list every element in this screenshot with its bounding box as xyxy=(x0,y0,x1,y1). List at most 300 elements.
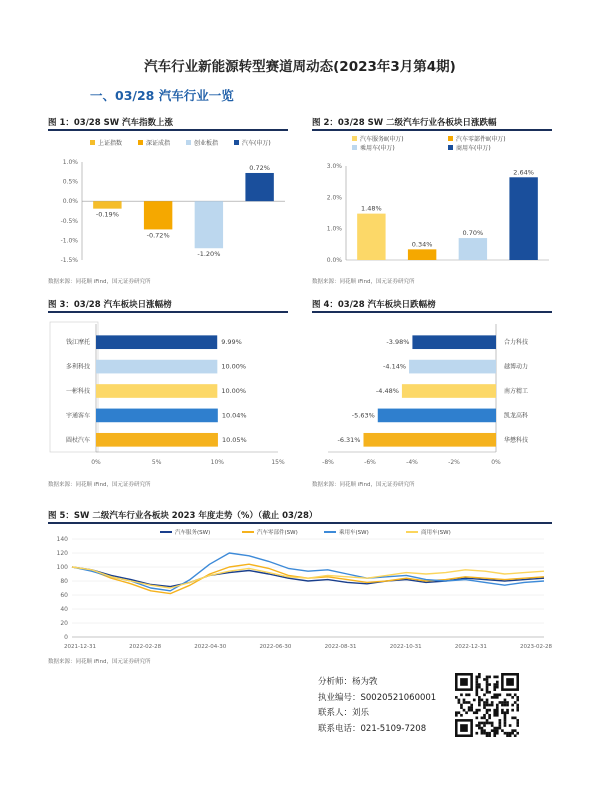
fig4-source: 数据来源：同花顺 iFind，国元证券研究所 xyxy=(312,482,415,488)
qr-module xyxy=(483,704,486,707)
qr-module xyxy=(499,701,502,704)
qr-module xyxy=(504,711,507,714)
legend-label: 汽车服务(SW) xyxy=(175,530,211,536)
qr-finder-core xyxy=(460,678,468,686)
qr-module xyxy=(493,729,496,732)
qr-module xyxy=(478,686,481,689)
fig5-rule xyxy=(48,522,552,524)
legend-swatch xyxy=(186,140,191,145)
license-number: 执业编号：S0020521060001 xyxy=(318,692,437,703)
qr-module xyxy=(496,676,499,679)
y-tick-label: 1.0% xyxy=(62,159,78,166)
qr-module xyxy=(504,732,507,735)
qr-module xyxy=(486,688,489,691)
bar xyxy=(96,433,218,447)
qr-module xyxy=(486,676,489,679)
qr-module xyxy=(496,732,499,735)
qr-module xyxy=(493,734,496,737)
qr-module xyxy=(481,732,484,735)
qr-module xyxy=(504,704,507,707)
y-tick-label: 40 xyxy=(60,606,68,613)
qr-module xyxy=(488,704,491,707)
qr-module xyxy=(483,701,486,704)
legend-label: 创业板指 xyxy=(194,140,219,147)
category-label: 宇通客车 xyxy=(65,412,90,420)
qr-module xyxy=(475,683,478,686)
x-tick-label: 2023-02-28 xyxy=(520,644,552,650)
qr-module xyxy=(486,709,489,712)
qr-module xyxy=(506,693,509,696)
category-label: 一彬科技 xyxy=(65,388,90,395)
qr-module xyxy=(509,724,512,727)
qr-module xyxy=(511,732,514,735)
fig5-chart xyxy=(48,525,553,653)
qr-module xyxy=(504,724,507,727)
qr-module xyxy=(486,704,489,707)
qr-module xyxy=(481,722,484,725)
qr-module xyxy=(468,693,471,696)
y-tick-label: -1.5% xyxy=(60,257,78,264)
qr-module xyxy=(465,693,468,696)
category-label: 越博动力 xyxy=(504,363,529,371)
section-heading: 一、03/28 汽车行业一览 xyxy=(90,88,234,103)
qr-module xyxy=(516,722,519,725)
x-tick-label: 10% xyxy=(210,459,225,466)
qr-module xyxy=(460,704,463,707)
qr-module xyxy=(475,709,478,712)
qr-finder-core xyxy=(460,724,468,732)
qr-module xyxy=(478,709,481,712)
qr-module xyxy=(486,681,489,684)
qr-module xyxy=(458,701,461,704)
bar xyxy=(402,384,496,398)
bar xyxy=(245,173,273,201)
qr-module xyxy=(516,709,519,712)
qr-module xyxy=(516,719,519,722)
qr-module xyxy=(493,711,496,714)
qr-module xyxy=(501,729,504,732)
qr-module xyxy=(496,711,499,714)
y-tick-label: 60 xyxy=(60,592,68,599)
qr-module xyxy=(514,693,517,696)
category-label: 合力科技 xyxy=(504,339,529,347)
bar-value-label: 0.70% xyxy=(462,229,484,238)
fig2-chart xyxy=(312,132,557,270)
x-tick-label: 2022-08-31 xyxy=(324,644,357,650)
qr-module xyxy=(514,734,517,737)
bar-value-label: 10.00% xyxy=(221,362,247,371)
qr-module xyxy=(486,701,489,704)
bar-value-label: -1.20% xyxy=(197,250,221,259)
qr-module xyxy=(486,719,489,722)
qr-module xyxy=(486,678,489,681)
qr-module xyxy=(493,732,496,735)
legend-label: 汽车零部件(SW) xyxy=(257,530,298,536)
qr-module xyxy=(506,704,509,707)
qr-module xyxy=(491,724,494,727)
bar xyxy=(96,409,218,423)
bar xyxy=(459,238,487,260)
qr-module xyxy=(483,714,486,717)
qr-module xyxy=(475,732,478,735)
fig1-rule xyxy=(48,129,288,131)
bar xyxy=(409,360,496,374)
qr-module xyxy=(488,734,491,737)
qr-module xyxy=(516,696,519,699)
qr-module xyxy=(470,709,473,712)
bar xyxy=(195,201,223,248)
x-tick-label: 2022-04-30 xyxy=(194,644,227,650)
series-line xyxy=(72,553,544,591)
bar-value-label: -6.31% xyxy=(337,435,361,444)
qr-module xyxy=(488,709,491,712)
qr-code-icon xyxy=(455,673,519,737)
analyst-name: 分析师：杨为敩 xyxy=(318,677,378,687)
qr-module xyxy=(493,686,496,689)
qr-module xyxy=(504,717,507,720)
qr-module xyxy=(516,699,519,702)
qr-module xyxy=(496,696,499,699)
qr-module xyxy=(516,706,519,709)
x-tick-label: 2022-12-31 xyxy=(454,644,487,650)
qr-module xyxy=(516,724,519,727)
legend-label: 乘用车(SW) xyxy=(339,530,369,536)
qr-module xyxy=(493,709,496,712)
fig2-title: 图 2：03/28 SW 二级汽车行业各板块日涨跌幅 xyxy=(312,118,497,128)
qr-module xyxy=(496,704,499,707)
qr-module xyxy=(481,729,484,732)
contact-block xyxy=(318,675,436,737)
y-tick-label: 0.0% xyxy=(62,198,78,206)
fig3-rule xyxy=(48,311,288,313)
qr-module xyxy=(483,678,486,681)
qr-module xyxy=(486,686,489,689)
category-label: 华懋科技 xyxy=(504,436,529,444)
qr-module xyxy=(475,693,478,696)
qr-module xyxy=(488,717,491,720)
qr-module xyxy=(470,704,473,707)
qr-module xyxy=(509,734,512,737)
qr-module xyxy=(493,683,496,686)
qr-module xyxy=(496,729,499,732)
bar-value-label: -4.14% xyxy=(383,362,407,371)
qr-module xyxy=(475,717,478,720)
legend-label: 汽车(申万) xyxy=(242,140,271,147)
legend-label: 乘用车(申万) xyxy=(360,145,395,152)
legend-swatch xyxy=(448,145,453,150)
qr-module xyxy=(458,699,461,702)
y-tick-label: 1.0% xyxy=(326,225,342,233)
qr-module xyxy=(511,709,514,712)
qr-module xyxy=(468,709,471,712)
bar-value-label: -3.98% xyxy=(386,338,410,347)
qr-module xyxy=(478,724,481,727)
qr-module xyxy=(478,683,481,686)
qr-module xyxy=(511,696,514,699)
y-tick-label: -1.0% xyxy=(60,237,78,245)
x-tick-label: 5% xyxy=(151,459,162,466)
qr-module xyxy=(475,686,478,689)
fig1-source: 数据来源：同花顺 iFind，国元证券研究所 xyxy=(48,279,151,285)
legend-swatch xyxy=(234,140,239,145)
qr-module xyxy=(511,704,514,707)
qr-module xyxy=(475,676,478,679)
qr-module xyxy=(486,732,489,735)
qr-module xyxy=(481,717,484,720)
qr-module xyxy=(483,732,486,735)
contact-phone: 联系电话：021-5109-7208 xyxy=(318,723,427,734)
bar xyxy=(408,249,436,260)
qr-module xyxy=(478,696,481,699)
qr-module xyxy=(478,704,481,707)
qr-module xyxy=(465,711,468,714)
qr-module xyxy=(486,734,489,737)
qr-module xyxy=(516,732,519,735)
legend-label: 商用车(SW) xyxy=(421,530,451,536)
bar-value-label: 1.48% xyxy=(361,204,382,213)
qr-module xyxy=(475,691,478,694)
bar-value-label: -0.72% xyxy=(146,231,170,240)
qr-module xyxy=(488,722,491,725)
bar-value-label: 2.64% xyxy=(513,168,534,177)
qr-module xyxy=(463,699,466,702)
qr-module xyxy=(493,688,496,691)
bar xyxy=(96,360,217,374)
qr-module xyxy=(491,704,494,707)
qr-module xyxy=(468,706,471,709)
qr-module xyxy=(483,722,486,725)
category-label: 凯龙高科 xyxy=(504,412,529,420)
qr-module xyxy=(504,699,507,702)
y-tick-label: -0.5% xyxy=(60,217,78,225)
legend-swatch xyxy=(90,140,95,145)
qr-module xyxy=(491,701,494,704)
bar-value-label: 9.99% xyxy=(221,338,242,347)
qr-module xyxy=(465,701,468,704)
qr-module xyxy=(486,711,489,714)
qr-module xyxy=(506,701,509,704)
legend-swatch xyxy=(352,136,357,141)
y-tick-label: 0.5% xyxy=(62,178,78,186)
y-tick-label: 80 xyxy=(60,578,68,585)
qr-module xyxy=(496,709,499,712)
qr-module xyxy=(504,701,507,704)
fig3-source: 数据来源：同花顺 iFind，国元证券研究所 xyxy=(48,482,151,488)
qr-module xyxy=(499,719,502,722)
qr-module xyxy=(496,686,499,689)
bar-value-label: 10.00% xyxy=(221,387,247,395)
y-tick-label: 140 xyxy=(56,536,68,543)
qr-module xyxy=(458,711,461,714)
bar-value-label: 10.05% xyxy=(221,435,247,444)
legend-swatch xyxy=(448,136,453,141)
qr-module xyxy=(481,727,484,730)
legend-swatch xyxy=(352,145,357,150)
x-tick-label: 2022-06-30 xyxy=(259,644,292,650)
x-tick-label: 2022-02-28 xyxy=(129,644,162,650)
qr-module xyxy=(488,676,491,679)
qr-module xyxy=(496,714,499,717)
qr-module xyxy=(478,727,481,730)
qr-module xyxy=(463,701,466,704)
qr-module xyxy=(481,688,484,691)
fig2-rule xyxy=(312,129,552,131)
qr-module xyxy=(501,704,504,707)
qr-module xyxy=(488,714,491,717)
qr-module xyxy=(501,701,504,704)
bar-value-label: 0.34% xyxy=(411,240,433,249)
contact-person: 联系人：刘乐 xyxy=(318,708,370,718)
qr-module xyxy=(491,722,494,725)
qr-module xyxy=(473,711,476,714)
qr-module xyxy=(455,696,458,699)
bar xyxy=(363,433,496,447)
x-tick-label: -2% xyxy=(448,459,460,466)
qr-module xyxy=(478,699,481,702)
y-tick-label: 3.0% xyxy=(326,163,342,170)
qr-module xyxy=(516,704,519,707)
y-tick-label: 120 xyxy=(56,550,68,557)
bar-value-label: -5.63% xyxy=(351,411,375,420)
qr-module xyxy=(475,678,478,681)
qr-module xyxy=(496,706,499,709)
fig4-chart xyxy=(312,318,557,473)
x-tick-label: 0% xyxy=(91,459,101,466)
qr-module xyxy=(511,717,514,720)
y-tick-label: 20 xyxy=(60,620,68,627)
qr-module xyxy=(483,724,486,727)
qr-module xyxy=(478,676,481,679)
legend-label: 汽车零部件Ⅱ(申万) xyxy=(456,136,506,143)
bar xyxy=(144,201,172,229)
legend-label: 汽车服务Ⅱ(申万) xyxy=(360,136,404,143)
qr-module xyxy=(473,699,476,702)
qr-module xyxy=(483,717,486,720)
x-tick-label: 15% xyxy=(271,459,285,466)
bar-value-label: -0.19% xyxy=(95,210,119,219)
fig1-title: 图 1：03/28 SW 汽车指数上涨 xyxy=(48,118,174,128)
y-tick-label: 2.0% xyxy=(326,194,342,202)
category-label: 多利科技 xyxy=(65,363,90,371)
qr-module xyxy=(496,681,499,684)
qr-module xyxy=(504,719,507,722)
qr-module xyxy=(493,693,496,696)
x-tick-label: -6% xyxy=(364,459,376,466)
qr-module xyxy=(491,696,494,699)
qr-module xyxy=(488,691,491,694)
x-tick-label: 2022-10-31 xyxy=(389,644,422,650)
qr-module xyxy=(486,683,489,686)
bar xyxy=(96,335,217,349)
qr-finder-core xyxy=(506,678,514,686)
fig4-title: 图 4：03/28 汽车板块日跌幅榜 xyxy=(312,300,436,310)
bar xyxy=(357,214,385,260)
qr-module xyxy=(496,727,499,730)
qr-module xyxy=(478,701,481,704)
qr-module xyxy=(460,706,463,709)
qr-module xyxy=(460,693,463,696)
qr-module xyxy=(514,729,517,732)
bar xyxy=(412,335,496,349)
qr-module xyxy=(509,693,512,696)
fig3-title: 图 3：03/28 汽车板块日涨幅榜 xyxy=(48,300,172,310)
qr-module xyxy=(478,673,481,676)
x-tick-label: -4% xyxy=(406,459,418,466)
qr-module xyxy=(486,699,489,702)
bar xyxy=(93,201,121,208)
fig3-chart xyxy=(48,318,293,473)
qr-module xyxy=(486,722,489,725)
qr-module xyxy=(506,711,509,714)
qr-module xyxy=(496,693,499,696)
page-title: 汽车行业新能源转型赛道周动态(2023年3月第4期) xyxy=(144,59,456,75)
qr-module xyxy=(493,727,496,730)
bar-value-label: 10.04% xyxy=(221,411,247,420)
bar-value-label: -4.48% xyxy=(375,387,399,395)
category-label: 钱江摩托 xyxy=(65,339,90,347)
x-tick-label: 2021-12-31 xyxy=(64,644,96,650)
qr-module xyxy=(455,714,458,717)
qr-module xyxy=(491,729,494,732)
qr-module xyxy=(486,691,489,694)
qr-module xyxy=(493,696,496,699)
qr-module xyxy=(483,729,486,732)
qr-module xyxy=(504,714,507,717)
legend-label: 深证成指 xyxy=(146,140,171,147)
qr-module xyxy=(499,722,502,725)
qr-module xyxy=(463,709,466,712)
qr-module xyxy=(488,683,491,686)
qr-module xyxy=(488,732,491,735)
x-tick-label: 0% xyxy=(491,459,501,466)
fig5-source: 数据来源：同花顺 iFind，国元证券研究所 xyxy=(48,659,151,665)
qr-module xyxy=(470,706,473,709)
bar xyxy=(378,409,496,423)
fig2-source: 数据来源：同花顺 iFind，国元证券研究所 xyxy=(312,279,415,285)
qr-module xyxy=(496,683,499,686)
qr-module xyxy=(493,676,496,679)
qr-module xyxy=(475,724,478,727)
legend-label: 商用车(申万) xyxy=(456,145,491,152)
x-tick-label: -8% xyxy=(322,459,334,466)
qr-module xyxy=(499,724,502,727)
legend-label: 上证指数 xyxy=(98,140,123,147)
qr-module xyxy=(511,729,514,732)
qr-module xyxy=(468,701,471,704)
fig4-rule xyxy=(312,311,552,313)
bar-value-label: 0.72% xyxy=(249,163,270,172)
qr-module xyxy=(501,711,504,714)
category-label: 圆杖汽车 xyxy=(65,436,90,444)
qr-module xyxy=(481,699,484,702)
fig5-title: 图 5：SW 二级汽车行业各板块 2023 年度走势（%）（截止 03/28） xyxy=(48,511,318,521)
qr-module xyxy=(509,732,512,735)
qr-module xyxy=(455,711,458,714)
qr-module xyxy=(483,706,486,709)
qr-module xyxy=(478,722,481,725)
y-tick-label: 0.0% xyxy=(326,257,342,264)
bar xyxy=(509,177,537,260)
category-label: 南方精工 xyxy=(504,388,529,395)
bar xyxy=(96,384,217,398)
y-tick-label: 0 xyxy=(64,634,68,641)
qr-module xyxy=(499,727,502,730)
qr-module xyxy=(499,693,502,696)
qr-module xyxy=(475,711,478,714)
qr-module xyxy=(460,714,463,717)
y-tick-label: 100 xyxy=(56,564,68,571)
qr-module xyxy=(506,709,509,712)
